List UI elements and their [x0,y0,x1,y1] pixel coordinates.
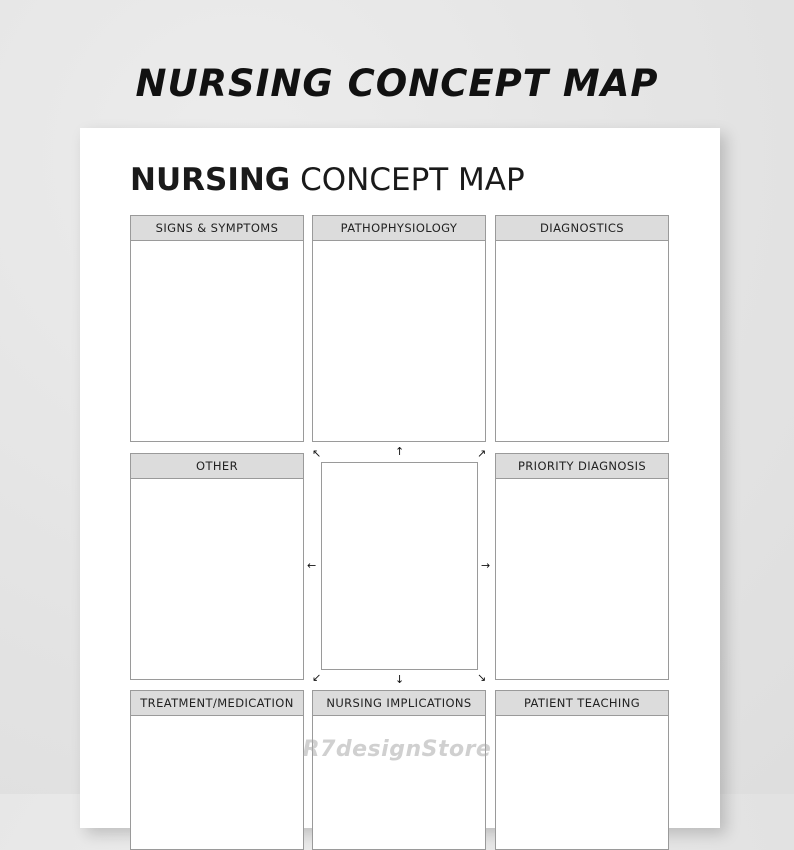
watermark: R7designStore [302,737,492,762]
arrow-up-right-icon: ↗ [477,447,487,460]
sheet-title-bold: NURSING [130,162,291,198]
box-priority-diagnosis[interactable] [495,453,669,680]
box-other[interactable] [130,453,304,680]
arrow-down-icon: ↓ [395,673,405,686]
arrow-up-left-icon: ↖ [312,447,322,460]
center-concept-box[interactable] [321,462,478,670]
sheet-title [130,162,525,198]
box-nursing-implications[interactable] [312,690,486,850]
arrow-left-icon: ← [307,559,317,572]
box-header: PRIORITY DIAGNOSIS [496,454,668,479]
arrow-down-right-icon: ↘ [477,671,487,684]
concept-map-sheet [80,128,720,828]
arrow-down-left-icon: ↙ [312,671,322,684]
box-patient-teaching[interactable] [495,690,669,850]
box-header: PATHOPHYSIOLOGY [313,216,485,241]
box-header: SIGNS & SYMPTOMS [131,216,303,241]
box-treatment-medication[interactable] [130,690,304,850]
box-pathophysiology[interactable] [312,215,486,442]
sheet-title-light: CONCEPT MAP [300,162,525,198]
box-header: PATIENT TEACHING [496,691,668,716]
box-diagnostics[interactable] [495,215,669,442]
box-header: NURSING IMPLICATIONS [313,691,485,716]
box-header: TREATMENT/MEDICATION [131,691,303,716]
arrow-right-icon: → [481,559,491,572]
box-header: OTHER [131,454,303,479]
box-header: DIAGNOSTICS [496,216,668,241]
box-signs-symptoms[interactable] [130,215,304,442]
banner-title: NURSING CONCEPT MAP [135,62,659,105]
arrow-up-icon: ↑ [395,445,405,458]
